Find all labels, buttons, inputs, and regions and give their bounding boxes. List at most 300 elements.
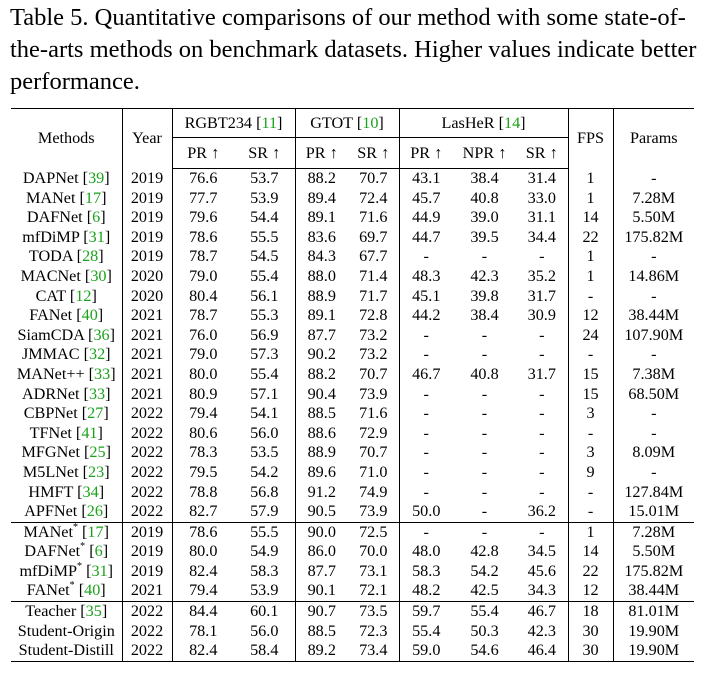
cell-gtot-sr: 73.9	[359, 502, 388, 521]
cell-las-npr: -	[481, 247, 488, 266]
method-name: mfDiMP* [31]	[19, 561, 114, 580]
method-name: DAPNet [39]	[22, 168, 110, 187]
cell-gtot-sr: 72.1	[359, 581, 388, 600]
cell-params: -	[613, 287, 694, 307]
cell-rgbt-sr: 55.4	[250, 266, 279, 285]
cell-las-sr: 31.7	[527, 286, 556, 305]
cell-year: 2022	[122, 502, 172, 522]
method-name: CAT [12]	[35, 286, 97, 305]
cell-las-npr: 38.4	[470, 306, 499, 325]
citation-ref: 28	[82, 247, 99, 266]
cell-rgbt-sr: 54.9	[250, 542, 279, 561]
cell-gtot-pr: 88.2	[295, 169, 348, 189]
cell-year: 2020	[122, 267, 172, 287]
header-lasher-npr: NPR ↑	[453, 138, 516, 169]
table-row	[11, 267, 694, 287]
cell-year: 2021	[122, 326, 172, 346]
header-params: Params	[613, 109, 694, 169]
table-row	[11, 287, 694, 307]
cell-year: 2019	[122, 189, 172, 209]
table-row	[11, 228, 694, 248]
table-row	[11, 208, 694, 228]
cell-gtot-sr: 72.3	[359, 621, 388, 640]
cell-year: 2021	[122, 345, 172, 365]
method-name: MANet++ [33]	[16, 364, 116, 383]
cell-gtot-pr: 89.6	[295, 463, 348, 483]
cell-las-sr: -	[539, 482, 545, 501]
cell-las-sr: 30.9	[527, 306, 556, 325]
method-name: TODA [28]	[28, 247, 104, 266]
cell-las-pr: -	[399, 483, 453, 503]
cell-year: 2019	[122, 542, 172, 562]
cell-gtot-pr: 88.0	[295, 267, 348, 287]
cell-las-npr: -	[453, 522, 516, 542]
cell-gtot-sr: 73.1	[359, 561, 388, 580]
cell-params: 7.28M	[613, 522, 694, 542]
cell-year: 2022	[122, 463, 172, 483]
cell-las-sr: 34.5	[527, 542, 556, 561]
cell-params: -	[613, 247, 694, 267]
citation-ref: 12	[75, 286, 92, 305]
cell-year: 2019	[122, 562, 172, 582]
cell-fps: 15	[568, 385, 613, 405]
table-row	[11, 189, 694, 209]
cell-gtot-sr: 73.2	[359, 345, 388, 364]
cell-las-npr: 39.0	[470, 208, 499, 227]
header-gtot: GTOT [10]	[295, 109, 399, 138]
table-row	[11, 306, 694, 326]
citation-ref: 23	[88, 462, 105, 481]
cell-rgbt-sr: 53.9	[250, 188, 279, 207]
cell-gtot-sr: 73.9	[359, 384, 388, 403]
citation-ref: 17	[84, 188, 102, 207]
cell-fps: 14	[568, 542, 613, 562]
method-name: APFNet [26]	[24, 502, 109, 521]
cell-las-pr: 59.0	[399, 641, 453, 661]
cell-gtot-pr: 84.3	[295, 247, 348, 267]
cell-params: -	[613, 404, 694, 424]
cell-gtot-sr: 71.6	[359, 404, 388, 423]
cell-las-pr: -	[399, 247, 453, 267]
cell-year: 2022	[122, 622, 172, 642]
cell-gtot-sr: 73.2	[359, 325, 388, 344]
table-row	[11, 562, 694, 582]
method-name: FANet [40]	[29, 306, 104, 325]
cell-las-npr: 40.8	[470, 188, 499, 207]
cell-rgbt-pr: 78.7	[172, 306, 234, 326]
cell-fps: 12	[568, 306, 613, 326]
cell-las-sr: -	[539, 325, 545, 344]
cell-gtot-sr: 72.9	[359, 423, 388, 442]
cell-rgbt-sr: 57.9	[250, 502, 279, 521]
cell-year: 2022	[122, 602, 172, 622]
cell-rgbt-sr: 54.5	[250, 247, 279, 266]
cell-las-sr: -	[516, 522, 568, 542]
cell-las-pr: 48.3	[399, 267, 453, 287]
cell-year: 2021	[122, 306, 172, 326]
cell-fps: -	[568, 502, 613, 522]
table-row	[11, 385, 694, 405]
cell-fps: 15	[568, 365, 613, 385]
cell-params: -	[613, 345, 694, 365]
cell-gtot-pr: 87.7	[295, 326, 348, 346]
cell-params: 5.50M	[613, 208, 694, 228]
cell-rgbt-sr: 57.3	[250, 345, 279, 364]
cell-year: 2022	[122, 641, 172, 661]
cell-las-npr: 42.5	[470, 581, 499, 600]
cell-gtot-pr: 88.5	[295, 404, 348, 424]
cell-rgbt-sr: 53.9	[250, 581, 279, 600]
cell-las-sr: 42.3	[527, 621, 556, 640]
cell-params: 38.44M	[613, 581, 694, 601]
cell-rgbt-pr: 82.4	[172, 562, 234, 582]
cell-las-pr: 44.9	[399, 208, 453, 228]
cell-gtot-sr: 70.0	[359, 542, 388, 561]
cell-params: -	[613, 169, 694, 189]
table-row	[11, 502, 694, 522]
cell-gtot-sr: 71.0	[359, 462, 388, 481]
cell-rgbt-pr: 76.6	[172, 169, 234, 189]
cell-las-npr: -	[481, 384, 488, 403]
header-methods: Methods	[37, 129, 95, 148]
table-row	[11, 463, 694, 483]
cell-params: 81.01M	[613, 602, 694, 622]
cell-las-npr: 55.4	[453, 602, 516, 622]
header-row-top	[11, 109, 694, 138]
cell-las-npr: -	[481, 345, 488, 364]
table-row	[11, 169, 694, 189]
cell-las-sr: 46.4	[527, 641, 556, 660]
cell-rgbt-pr: 79.0	[172, 267, 234, 287]
cell-gtot-pr: 88.2	[295, 365, 348, 385]
cell-rgbt-sr: 54.1	[250, 404, 279, 423]
cell-fps: -	[568, 287, 613, 307]
cell-rgbt-sr: 58.4	[250, 641, 279, 660]
cell-gtot-sr: 72.4	[359, 188, 388, 207]
header-fps: FPS	[568, 109, 613, 169]
cell-gtot-pr: 90.0	[295, 522, 348, 542]
method-name: MACNet [30]	[20, 266, 112, 285]
cell-gtot-pr: 90.5	[295, 502, 348, 522]
cell-params: -	[613, 463, 694, 483]
table-row	[11, 247, 694, 267]
cell-las-npr: 50.3	[470, 621, 499, 640]
method-name: DAFNet [6]	[26, 208, 106, 227]
citation-ref: 6	[92, 208, 101, 227]
cell-fps: 1	[568, 189, 613, 209]
citation-ref: 33	[88, 384, 106, 403]
cell-rgbt-pr: 78.7	[172, 247, 234, 267]
cell-gtot-pr: 86.0	[295, 542, 348, 562]
cell-las-pr: 59.7	[399, 602, 453, 622]
cell-rgbt-sr: 56.8	[250, 482, 279, 501]
cell-las-sr: 36.2	[527, 502, 556, 521]
method-name: M5LNet [23]	[22, 462, 110, 481]
table-row	[11, 622, 694, 642]
table-row	[11, 345, 694, 365]
citation-ref: 36	[93, 325, 110, 344]
cell-year: 2022	[122, 424, 172, 444]
method-name: TFNet [41]	[29, 423, 103, 442]
cell-gtot-pr: 88.9	[295, 443, 348, 463]
method-name: mfDiMP [31]	[22, 227, 111, 246]
cell-fps: 12	[568, 581, 613, 601]
cell-gtot-pr: 88.9	[295, 287, 348, 307]
citation-ref: 35	[85, 602, 102, 621]
cell-rgbt-pr: 79.4	[172, 581, 234, 601]
cell-year: 2019	[122, 247, 172, 267]
cell-gtot-pr: 90.1	[295, 581, 348, 601]
table-row	[11, 641, 694, 661]
cell-rgbt-sr: 53.5	[250, 443, 279, 462]
cell-gtot-pr: 89.2	[295, 641, 348, 661]
table-row	[11, 483, 694, 503]
cell-gtot-sr: 71.6	[359, 208, 388, 227]
cell-las-sr: 46.7	[516, 602, 568, 622]
cell-rgbt-sr: 56.1	[250, 286, 279, 305]
cell-params: 68.50M	[613, 385, 694, 405]
cell-gtot-sr: 70.7	[359, 443, 388, 462]
cell-rgbt-pr: 79.6	[172, 208, 234, 228]
method-name: HMFT [34]	[28, 482, 105, 501]
cell-las-npr: -	[481, 482, 488, 501]
cell-las-pr: 44.2	[399, 306, 453, 326]
cell-las-pr: 55.4	[399, 622, 453, 642]
cell-las-npr: 54.2	[470, 561, 499, 580]
results-body	[11, 169, 694, 662]
header-rgbt-pr: PR ↑	[172, 138, 234, 169]
citation-ref: 17	[87, 522, 104, 541]
citation-ref: 40	[81, 306, 98, 325]
cell-las-pr: -	[399, 463, 453, 483]
cell-las-npr: 40.8	[470, 364, 499, 383]
method-name: Student-Distill	[18, 641, 114, 660]
cell-gtot-pr: 88.6	[295, 424, 348, 444]
cell-gtot-pr: 83.6	[295, 228, 348, 248]
method-name: DAFNet* [6]	[24, 542, 109, 561]
cell-rgbt-pr: 80.0	[172, 542, 234, 562]
citation-ref: 31	[91, 561, 108, 580]
cell-year: 2021	[122, 581, 172, 601]
cell-las-sr: -	[539, 247, 545, 266]
cell-fps: 22	[568, 228, 613, 248]
cell-rgbt-pr: 78.3	[172, 443, 234, 463]
cell-rgbt-pr: 84.4	[172, 602, 234, 622]
header-lasher: LasHeR [14]	[399, 109, 568, 138]
cell-params: 107.90M	[613, 326, 694, 346]
table-row	[11, 581, 694, 601]
cell-gtot-pr: 90.7	[295, 602, 348, 622]
cell-year: 2019	[122, 228, 172, 248]
cell-rgbt-sr: 55.3	[250, 306, 279, 325]
cell-las-sr: -	[539, 345, 545, 364]
citation-ref: 34	[82, 482, 99, 501]
cell-las-pr: 45.1	[399, 287, 453, 307]
cell-rgbt-pr: 80.9	[172, 385, 234, 405]
cell-rgbt-sr: 56.0	[250, 423, 279, 442]
method-name: ADRNet [33]	[21, 384, 111, 403]
cell-las-sr: -	[539, 423, 545, 442]
method-name: Teacher [35]	[11, 602, 122, 622]
results-table-container	[11, 108, 694, 662]
cell-year: 2019	[122, 522, 172, 542]
cell-fps: 24	[568, 326, 613, 346]
cell-las-npr: -	[481, 443, 488, 462]
cell-rgbt-sr: 55.4	[250, 364, 279, 383]
method-name: JMMAC [32]	[21, 345, 111, 364]
citation-ref: 6	[94, 542, 103, 561]
cell-rgbt-pr: 82.7	[172, 502, 234, 522]
citation-ref: 33	[94, 364, 111, 383]
cell-year: 2020	[122, 287, 172, 307]
cell-las-sr: -	[539, 443, 545, 462]
cell-params: 19.90M	[613, 641, 694, 661]
citation-ref: 41	[81, 423, 98, 442]
table-caption: Table 5. Quantitative comparisons of our method with some state-of-the-arts methods on benchmark datasets. Higher values indicate better performance.	[10, 4, 697, 95]
cell-params: 175.82M	[613, 562, 694, 582]
cell-rgbt-sr: 60.1	[234, 602, 295, 622]
cell-params: 7.38M	[613, 365, 694, 385]
cell-year: 2022	[122, 404, 172, 424]
cell-rgbt-sr: 56.9	[250, 325, 279, 344]
cell-las-pr: -	[399, 345, 453, 365]
cell-las-npr: 38.4	[470, 169, 499, 187]
cell-las-sr: -	[539, 404, 545, 423]
cell-rgbt-pr: 77.7	[172, 189, 234, 209]
clipped-next-line	[8, 688, 704, 698]
cell-las-pr: -	[399, 522, 453, 542]
cell-rgbt-sr: 58.3	[250, 561, 279, 580]
cell-fps: -	[568, 424, 613, 444]
cell-gtot-sr: 72.8	[359, 306, 388, 325]
cell-rgbt-pr: 78.6	[172, 228, 234, 248]
cell-rgbt-pr: 79.5	[172, 463, 234, 483]
cell-gtot-sr: 73.4	[359, 641, 388, 660]
table-row	[11, 522, 694, 542]
cell-gtot-sr: 70.7	[359, 169, 388, 187]
cell-gtot-pr: 91.2	[295, 483, 348, 503]
cell-rgbt-sr: 54.4	[250, 208, 279, 227]
cell-gtot-sr: 69.7	[359, 227, 388, 246]
cell-params: -	[613, 424, 694, 444]
cell-rgbt-pr: 78.1	[172, 622, 234, 642]
cell-params: 5.50M	[613, 542, 694, 562]
cell-las-npr: 54.6	[470, 641, 499, 660]
cell-las-sr: 35.2	[527, 266, 556, 285]
cell-params: 175.82M	[613, 228, 694, 248]
cell-las-npr: 42.8	[470, 542, 499, 561]
cell-year: 2022	[122, 443, 172, 463]
cell-gtot-sr: 67.7	[359, 247, 388, 266]
cell-fps: 1	[568, 267, 613, 287]
cell-rgbt-pr: 78.8	[172, 483, 234, 503]
cell-params: 15.01M	[613, 502, 694, 522]
cell-las-pr: 44.7	[399, 228, 453, 248]
cell-params: 7.28M	[613, 189, 694, 209]
cell-las-sr: -	[539, 384, 545, 403]
header-gtot-sr: SR ↑	[348, 138, 399, 169]
table-row	[11, 443, 694, 463]
cell-las-sr: 31.4	[527, 169, 556, 187]
cell-rgbt-pr: 76.0	[172, 326, 234, 346]
header-year: Year	[122, 109, 172, 169]
cell-params: 38.44M	[613, 306, 694, 326]
cell-gtot-sr: 71.4	[359, 266, 388, 285]
cell-las-sr: 33.0	[527, 188, 556, 207]
cell-rgbt-sr: 56.0	[250, 621, 279, 640]
cell-las-pr: 43.1	[399, 169, 453, 189]
citation-ref: 39	[88, 168, 105, 187]
cell-rgbt-sr: 54.2	[250, 462, 279, 481]
cell-gtot-pr: 90.2	[295, 345, 348, 365]
cell-gtot-pr: 89.1	[295, 208, 348, 228]
table-row	[11, 404, 694, 424]
cell-rgbt-pr: 78.6	[172, 522, 234, 542]
cell-gtot-sr: 73.5	[348, 602, 399, 622]
cell-las-pr: 50.0	[399, 502, 453, 522]
method-name: MANet* [17]	[11, 522, 122, 542]
cell-las-npr: 39.8	[470, 286, 499, 305]
cell-fps: 30	[568, 641, 613, 661]
cell-las-sr: 34.4	[527, 227, 556, 246]
citation-ref: 25	[89, 443, 106, 462]
method-name: MANet [17]	[26, 188, 107, 207]
cell-las-npr: 39.5	[470, 227, 499, 246]
method-name: MFGNet [25]	[21, 443, 111, 462]
cell-las-sr: 31.7	[527, 364, 556, 383]
cell-fps: 14	[568, 208, 613, 228]
cell-gtot-sr: 74.9	[359, 482, 388, 501]
table-row	[11, 365, 694, 385]
citation-ref: 26	[86, 502, 103, 521]
cell-rgbt-pr: 80.6	[172, 424, 234, 444]
table-row	[11, 326, 694, 346]
cell-year: 2022	[122, 483, 172, 503]
cell-las-pr: 48.0	[399, 542, 453, 562]
cell-gtot-pr: 87.7	[295, 562, 348, 582]
cell-fps: 9	[568, 463, 613, 483]
cell-las-pr: 45.7	[399, 189, 453, 209]
table-row	[11, 602, 694, 622]
cell-rgbt-sr: 55.5	[250, 227, 279, 246]
method-name: Student-Origin	[17, 621, 115, 640]
cell-fps: -	[568, 483, 613, 503]
header-gtot-pr: PR ↑	[295, 138, 348, 169]
cell-las-pr: 58.3	[399, 562, 453, 582]
citation-ref: 40	[84, 581, 101, 600]
cell-fps: 1	[568, 522, 613, 542]
cell-las-npr: -	[481, 502, 488, 521]
cell-las-pr: 48.2	[399, 581, 453, 601]
cell-gtot-pr: 89.4	[295, 189, 348, 209]
cell-gtot-pr: 88.5	[295, 622, 348, 642]
citation-ref: 32	[88, 345, 106, 364]
cell-gtot-sr: 70.7	[359, 364, 388, 383]
cell-gtot-sr: 71.7	[359, 286, 388, 305]
cell-rgbt-sr: 57.1	[250, 384, 279, 403]
cell-las-pr: -	[399, 326, 453, 346]
citation-ref: 27	[87, 404, 104, 423]
cell-las-sr: 34.3	[527, 581, 556, 600]
cell-fps: 1	[568, 169, 613, 189]
cell-gtot-sr: 72.5	[348, 522, 399, 542]
cell-rgbt-pr: 80.4	[172, 287, 234, 307]
method-name: SiamCDA [36]	[17, 325, 116, 344]
cell-rgbt-pr: 82.4	[172, 641, 234, 661]
header-lasher-sr: SR ↑	[516, 138, 568, 169]
cell-rgbt-pr: 79.4	[172, 404, 234, 424]
method-name: FANet* [40]	[26, 581, 106, 600]
